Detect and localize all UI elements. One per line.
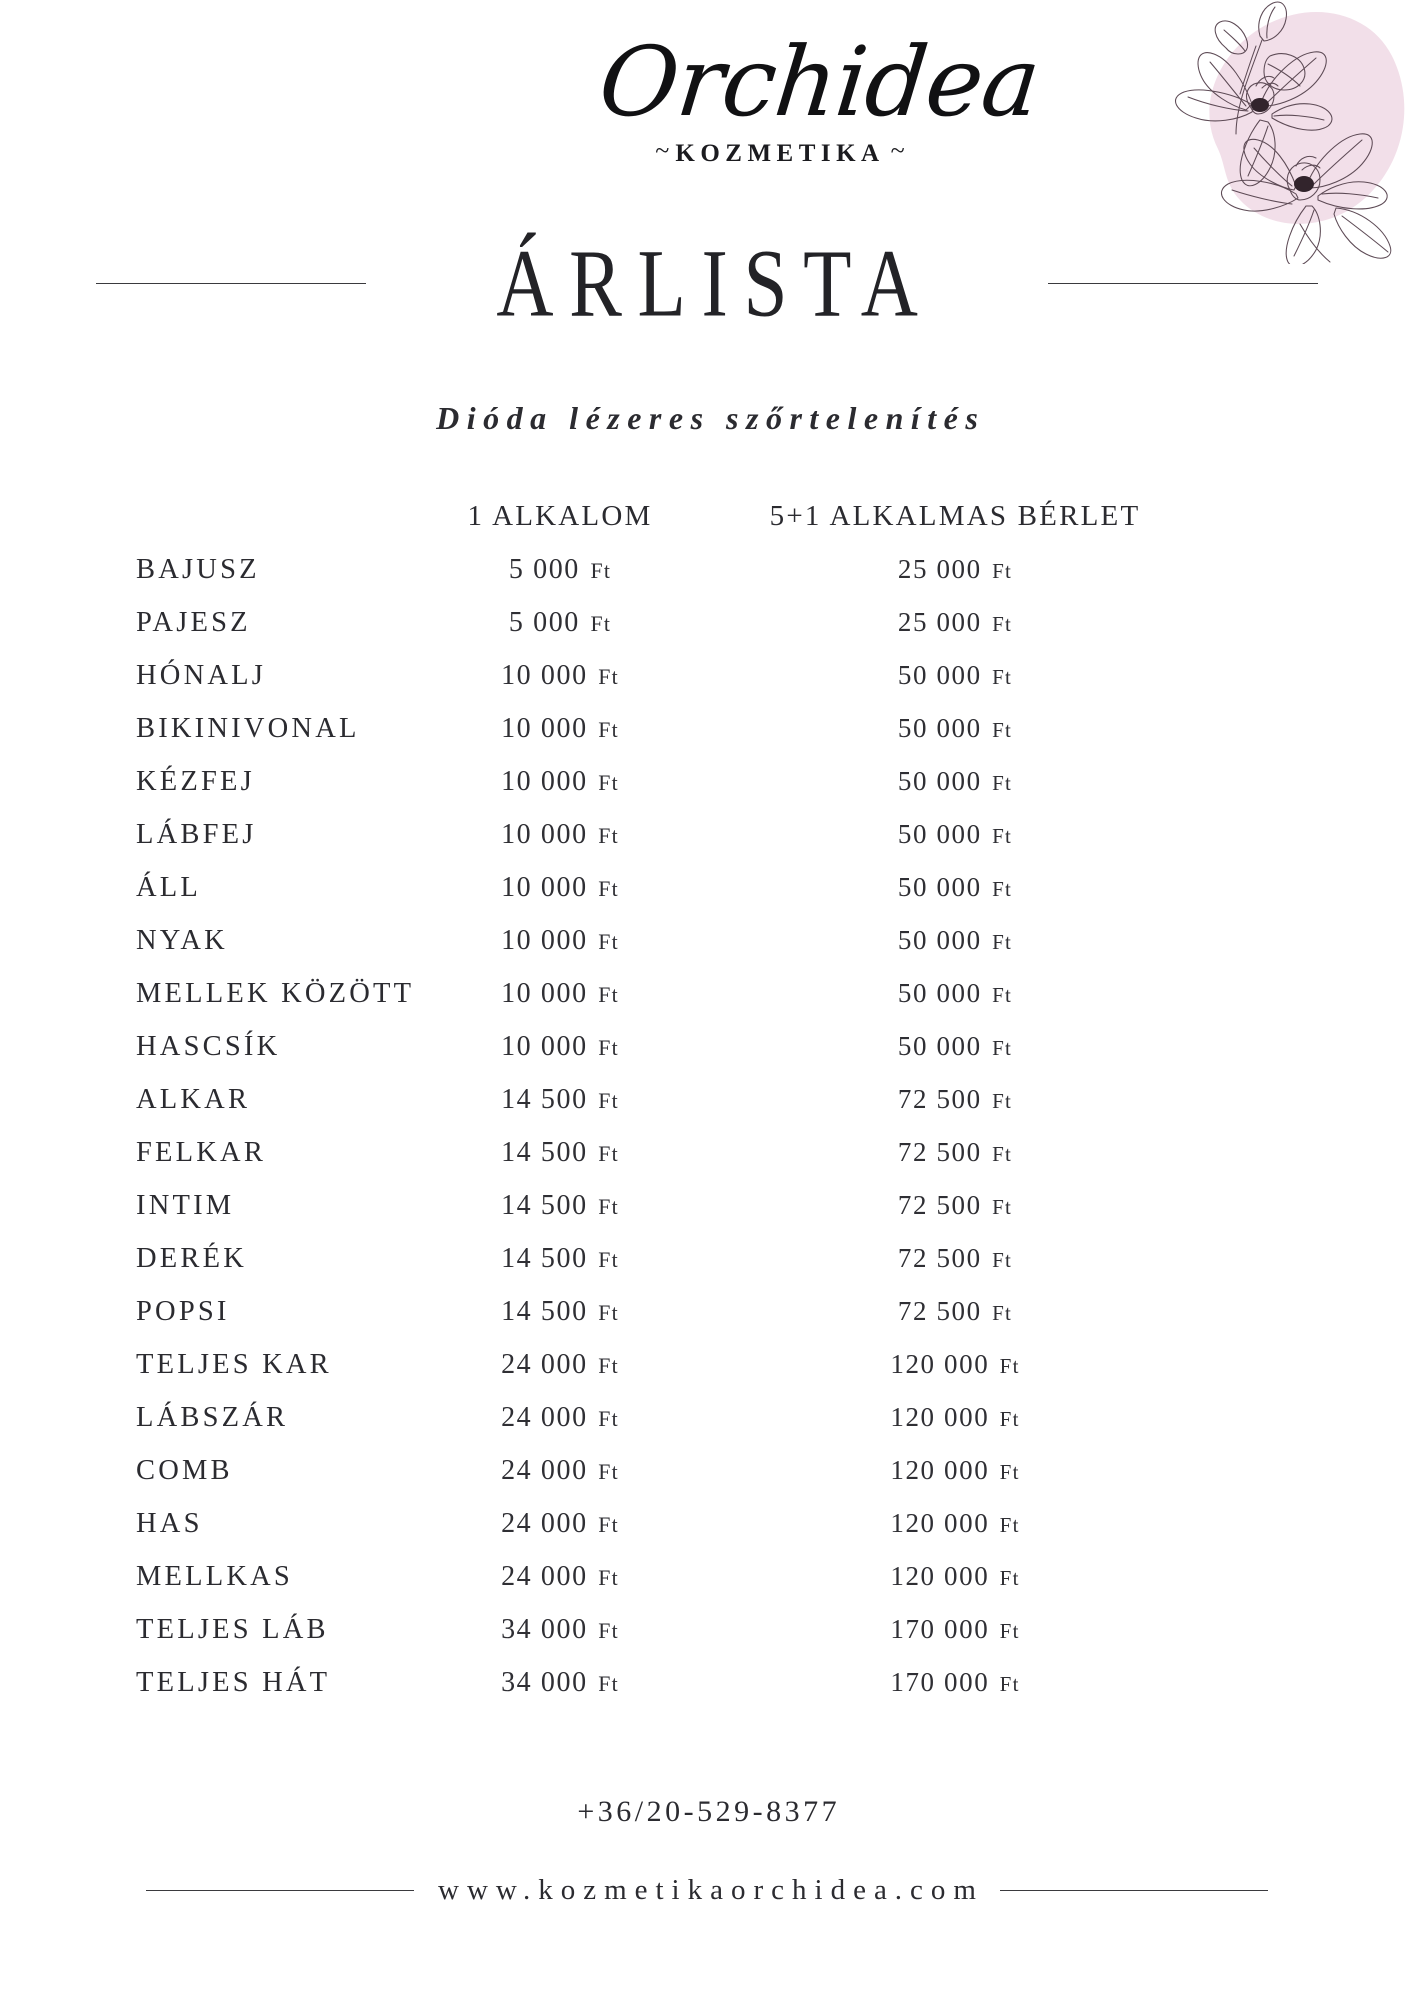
table-row <box>0 1084 1414 1137</box>
currency-label: Ft <box>598 1142 619 1166</box>
price-single-session <box>395 1667 725 1699</box>
table-row <box>0 660 1414 713</box>
column-header-pass: 5+1 ALKALMAS BÉRLET <box>769 500 1141 532</box>
price-pass-value: 50 000 <box>897 713 982 743</box>
price-single-value: 24 000 <box>501 1402 588 1433</box>
price-single-value: 34 000 <box>501 1614 588 1645</box>
price-pass-value: 120 000 <box>890 1349 990 1379</box>
price-single-session <box>395 1031 725 1063</box>
table-row <box>0 1508 1414 1561</box>
table-row <box>0 607 1414 660</box>
table-row <box>0 925 1414 978</box>
price-pass-value: 50 000 <box>897 819 982 849</box>
brand-tagline-text: KOZMETIKA <box>675 139 885 167</box>
currency-label: Ft <box>590 612 612 636</box>
currency-label: Ft <box>992 1089 1013 1113</box>
price-single-value: 14 500 <box>501 1296 588 1327</box>
column-header-single: 1 ALKALOM <box>467 500 653 532</box>
contact-phone[interactable]: +36/20-529-8377 <box>577 1795 841 1828</box>
price-table <box>0 500 1414 1720</box>
price-pass <box>725 978 1185 1009</box>
price-single-value: 24 000 <box>501 1508 588 1539</box>
price-single-session <box>395 607 725 639</box>
currency-label: Ft <box>992 1248 1013 1272</box>
price-pass <box>725 925 1185 956</box>
price-single-session <box>395 1137 725 1169</box>
currency-label: Ft <box>992 612 1013 636</box>
price-single-session <box>395 1402 725 1434</box>
currency-label: Ft <box>598 1248 619 1272</box>
currency-label: Ft <box>992 930 1013 954</box>
table-row <box>0 1402 1414 1455</box>
footer-rule-left <box>146 1890 414 1891</box>
price-pass <box>725 1084 1185 1115</box>
price-pass-value: 72 500 <box>897 1190 982 1220</box>
price-pass-value: 72 500 <box>897 1296 982 1326</box>
price-single-session <box>395 819 725 851</box>
currency-label: Ft <box>598 1672 619 1696</box>
title-rule-left <box>96 283 366 284</box>
price-pass-value: 50 000 <box>897 978 982 1008</box>
price-pass <box>725 1296 1185 1327</box>
currency-label: Ft <box>598 1566 619 1590</box>
price-pass <box>725 1349 1185 1380</box>
price-single-session <box>395 1455 725 1487</box>
currency-label: Ft <box>992 1195 1013 1219</box>
table-row <box>0 1031 1414 1084</box>
currency-label: Ft <box>598 877 619 901</box>
table-row <box>0 1137 1414 1190</box>
table-row <box>0 554 1414 607</box>
price-pass-value: 170 000 <box>890 1614 990 1644</box>
service-name: ALKAR <box>136 1084 251 1115</box>
currency-label: Ft <box>598 1619 619 1643</box>
service-name: INTIM <box>136 1190 235 1221</box>
price-single-value: 24 000 <box>501 1349 588 1380</box>
currency-label: Ft <box>598 718 619 742</box>
table-row <box>0 1455 1414 1508</box>
price-single-session <box>395 1349 725 1381</box>
table-row <box>0 1243 1414 1296</box>
table-row <box>0 1296 1414 1349</box>
price-pass-value: 25 000 <box>897 554 982 584</box>
table-row <box>0 1667 1414 1720</box>
orchid-flower-illustration <box>1140 0 1414 264</box>
price-pass <box>725 607 1185 638</box>
price-pass <box>725 1561 1185 1592</box>
tilde-left-icon: ~ <box>655 135 670 165</box>
brand-logo <box>594 26 1045 168</box>
service-name: TELJES KAR <box>136 1349 332 1380</box>
service-name: POPSI <box>136 1296 230 1327</box>
price-single-session <box>395 713 725 745</box>
currency-label: Ft <box>992 665 1013 689</box>
price-single-session <box>395 1243 725 1275</box>
price-single-value: 24 000 <box>501 1455 588 1486</box>
page-subtitle: Dióda lézeres szőrtelenítés <box>436 400 986 436</box>
price-single-session <box>395 554 725 586</box>
price-single-value: 10 000 <box>501 766 588 797</box>
service-name: HASCSÍK <box>136 1031 281 1062</box>
table-row <box>0 819 1414 872</box>
price-single-value: 14 500 <box>501 1137 588 1168</box>
currency-label: Ft <box>598 1089 619 1113</box>
price-pass <box>725 1137 1185 1168</box>
price-pass-value: 25 000 <box>897 607 982 637</box>
service-name: PAJESZ <box>136 607 251 638</box>
brand-header <box>0 0 1414 240</box>
currency-label: Ft <box>992 771 1013 795</box>
currency-label: Ft <box>598 930 619 954</box>
table-row <box>0 872 1414 925</box>
service-name: LÁBSZÁR <box>136 1402 289 1433</box>
brand-tagline <box>600 135 960 168</box>
price-pass-value: 50 000 <box>897 925 982 955</box>
service-name: DERÉK <box>136 1243 247 1274</box>
price-pass <box>725 1031 1185 1062</box>
price-pass-value: 120 000 <box>890 1402 990 1432</box>
price-single-value: 10 000 <box>501 978 588 1009</box>
price-single-session <box>395 766 725 798</box>
price-single-session <box>395 1084 725 1116</box>
service-name: BIKINIVONAL <box>136 713 360 744</box>
currency-label: Ft <box>999 1460 1020 1484</box>
currency-label: Ft <box>598 665 619 689</box>
currency-label: Ft <box>992 983 1013 1007</box>
price-pass <box>725 1614 1185 1645</box>
price-single-session <box>395 925 725 957</box>
price-single-value: 10 000 <box>501 872 588 903</box>
price-single-value: 14 500 <box>501 1084 588 1115</box>
service-name: BAJUSZ <box>136 554 260 585</box>
price-pass <box>725 819 1185 850</box>
price-single-session <box>395 1614 725 1646</box>
currency-label: Ft <box>999 1619 1020 1643</box>
price-pass <box>725 713 1185 744</box>
price-single-value: 10 000 <box>501 713 588 744</box>
price-pass <box>725 1508 1185 1539</box>
price-single-session <box>395 660 725 692</box>
title-band <box>0 228 1414 338</box>
price-pass-value: 50 000 <box>897 766 982 796</box>
price-single-value: 5 000 <box>508 554 580 585</box>
tilde-right-icon: ~ <box>890 135 905 165</box>
service-name: HÓNALJ <box>136 660 267 691</box>
price-pass-value: 120 000 <box>890 1508 990 1538</box>
title-rule-right <box>1048 283 1318 284</box>
currency-label: Ft <box>992 1036 1013 1060</box>
price-pass-value: 50 000 <box>897 872 982 902</box>
footer-rule-right <box>1000 1890 1268 1891</box>
price-pass-value: 120 000 <box>890 1561 990 1591</box>
price-pass <box>725 766 1185 797</box>
currency-label: Ft <box>598 1195 619 1219</box>
currency-label: Ft <box>992 824 1013 848</box>
currency-label: Ft <box>999 1566 1020 1590</box>
price-single-value: 14 500 <box>501 1243 588 1274</box>
price-single-session <box>395 1296 725 1328</box>
service-name: NYAK <box>136 925 228 956</box>
price-pass-value: 50 000 <box>897 1031 982 1061</box>
table-row <box>0 978 1414 1031</box>
currency-label: Ft <box>598 1513 619 1537</box>
table-row <box>0 1349 1414 1402</box>
currency-label: Ft <box>598 1354 619 1378</box>
service-name: FELKAR <box>136 1137 267 1168</box>
currency-label: Ft <box>590 559 612 583</box>
price-pass-value: 170 000 <box>890 1667 990 1697</box>
price-pass-value: 50 000 <box>897 660 982 690</box>
price-pass-value: 72 500 <box>897 1084 982 1114</box>
table-row <box>0 1614 1414 1667</box>
price-single-session <box>395 1190 725 1222</box>
price-single-session <box>395 872 725 904</box>
price-pass <box>725 660 1185 691</box>
price-single-value: 34 000 <box>501 1667 588 1698</box>
currency-label: Ft <box>999 1407 1020 1431</box>
price-pass <box>725 1455 1185 1486</box>
price-pass-value: 72 500 <box>897 1243 982 1273</box>
brand-name: Orchidea <box>594 26 1045 138</box>
price-single-value: 5 000 <box>508 607 580 638</box>
currency-label: Ft <box>992 718 1013 742</box>
footer-band <box>0 1855 1414 1925</box>
price-pass-value: 72 500 <box>897 1137 982 1167</box>
service-name: TELJES LÁB <box>136 1614 329 1645</box>
price-pass <box>725 1667 1185 1698</box>
currency-label: Ft <box>598 1036 619 1060</box>
price-single-value: 10 000 <box>501 1031 588 1062</box>
service-name: KÉZFEJ <box>136 766 255 797</box>
currency-label: Ft <box>598 824 619 848</box>
service-name: MELLEK KÖZÖTT <box>136 978 415 1009</box>
currency-label: Ft <box>598 1301 619 1325</box>
price-single-value: 14 500 <box>501 1190 588 1221</box>
price-single-session <box>395 1508 725 1540</box>
currency-label: Ft <box>992 559 1013 583</box>
currency-label: Ft <box>992 1142 1013 1166</box>
currency-label: Ft <box>999 1672 1020 1696</box>
table-row <box>0 713 1414 766</box>
service-name: HAS <box>136 1508 203 1539</box>
price-single-value: 10 000 <box>501 819 588 850</box>
table-row <box>0 1190 1414 1243</box>
table-header-row <box>0 500 1414 554</box>
price-single-value: 10 000 <box>501 660 588 691</box>
currency-label: Ft <box>598 1460 619 1484</box>
currency-label: Ft <box>992 1301 1013 1325</box>
currency-label: Ft <box>999 1354 1020 1378</box>
price-pass <box>725 1402 1185 1433</box>
service-name: ÁLL <box>136 872 201 903</box>
service-name: COMB <box>136 1455 233 1486</box>
price-pass <box>725 1243 1185 1274</box>
price-single-session <box>395 1561 725 1593</box>
service-name: LÁBFEJ <box>136 819 257 850</box>
service-name: MELLKAS <box>136 1561 293 1592</box>
price-single-value: 10 000 <box>501 925 588 956</box>
price-pass <box>725 1190 1185 1221</box>
price-pass-value: 120 000 <box>890 1455 990 1485</box>
service-name: TELJES HÁT <box>136 1667 331 1698</box>
contact-website[interactable]: www.kozmetikaorchidea.com <box>438 1873 984 1906</box>
table-row <box>0 1561 1414 1614</box>
currency-label: Ft <box>598 1407 619 1431</box>
price-pass <box>725 872 1185 903</box>
price-pass <box>725 554 1185 585</box>
page-title: ÁRLISTA <box>496 229 934 337</box>
currency-label: Ft <box>992 877 1013 901</box>
currency-label: Ft <box>598 771 619 795</box>
table-row <box>0 766 1414 819</box>
currency-label: Ft <box>999 1513 1020 1537</box>
currency-label: Ft <box>598 983 619 1007</box>
price-single-value: 24 000 <box>501 1561 588 1592</box>
price-single-session <box>395 978 725 1010</box>
